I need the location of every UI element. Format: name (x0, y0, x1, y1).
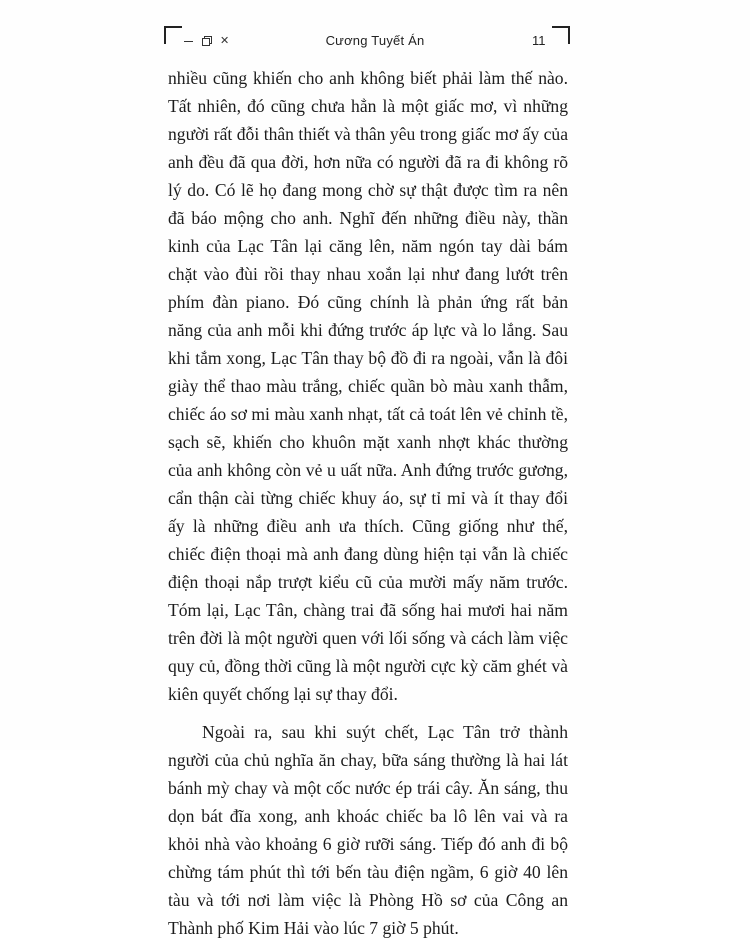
running-title: Cương Tuyết Án (325, 33, 425, 48)
minimize-icon[interactable] (184, 41, 193, 42)
corner-mark-top-left (164, 26, 182, 44)
page-number: 11 (532, 33, 546, 48)
body-text (168, 64, 568, 942)
paragraph-2: Ngoài ra, sau khi suýt chết, Lạc Tân trở thành người của chủ nghĩa ăn chay, bữa sáng thường là hai lát bánh mỳ chay và một cốc nước ép trái cây. Ăn sáng, thu dọn bát đĩa xong, anh khoác chiếc ba lô lên vai và ra khỏi nhà vào khoảng 6 giờ rưỡi sáng. Tiếp đó anh đi bộ chừng tám phút thì tới bến tàu điện ngầm, 6 giờ 40 lên tàu và tới nơi làm việc là Phòng Hồ sơ của Công an Thành phố Kim Hải vào lúc 7 giờ 5 phút. (168, 722, 568, 938)
restore-icon[interactable] (202, 36, 211, 45)
close-icon[interactable]: ✕ (220, 33, 230, 47)
paragraph-1: nhiều cũng khiến cho anh không biết phải làm thế nào. Tất nhiên, đó cũng chưa hẳn là một giấc mơ, vì những người rất đỗi thân thiết và thân yêu trong giấc mơ ấy của anh đều đã qua đời, hơn nữa có người đã ra đi không rõ lý do. Có lẽ họ đang mong chờ sự thật được tìm ra nên đã báo mộng cho anh. Nghĩ đến những điều này, thần kinh của Lạc Tân lại căng lên, năm ngón tay dài bám chặt vào đùi rồi thay nhau xoắn lại như đang lướt trên phím đàn piano. Đó cũng chính là phản ứng rất bản năng của anh mỗi khi đứng trước áp lực và lo lắng. Sau khi tắm xong, Lạc Tân thay bộ đồ đi ra ngoài, vẫn là đôi giày thể thao màu trắng, chiếc quần bò màu xanh thẫm, chiếc áo sơ mi màu xanh nhạt, tất cả toát lên vẻ chỉnh tề, sạch sẽ, khiến cho khuôn mặt xanh nhợt khác thường của anh không còn vẻ u uất nữa. Anh đứng trước gương, cẩn thận cài từng chiếc khuy áo, sự tỉ mỉ và ít thay đổi ấy là những điều anh ưa thích. Cũng giống như thế, chiếc điện thoại mà anh đang dùng hiện tại vẫn là chiếc điện thoại nắp trượt kiểu cũ của mười mấy năm trước. Tóm lại, Lạc Tân, chàng trai đã sống hai mươi hai năm trên đời là một người quen với lối sống và cách làm việc quy củ, đồng thời cũng là một người cực kỳ căm ghét và kiên quyết chống lại sự thay đổi. (168, 68, 568, 704)
window-controls (184, 32, 229, 48)
